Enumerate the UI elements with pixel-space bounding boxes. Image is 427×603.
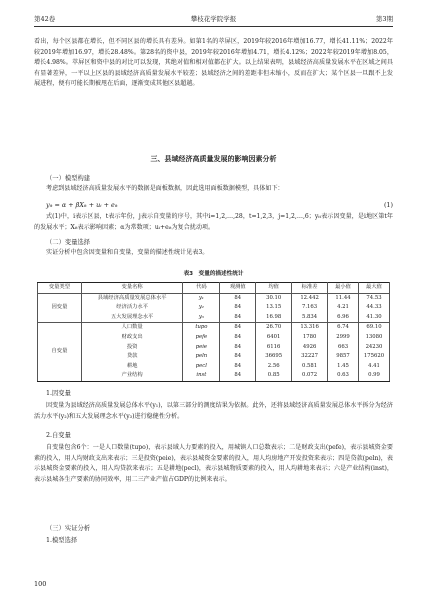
table-cell: 6.96 — [328, 313, 359, 323]
table-cell: 84 — [220, 303, 256, 313]
table-cell: peln — [183, 352, 220, 362]
table-cell: 32227 — [292, 352, 328, 362]
table-cell: 41.30 — [358, 313, 389, 323]
table-cell: 74.53 — [358, 293, 389, 303]
table-cell: 84 — [220, 352, 256, 362]
table-cell: 经济活力水平 — [81, 303, 183, 313]
table-row — [38, 362, 390, 372]
col-header: 观测值 — [220, 283, 256, 294]
table-cell: 84 — [220, 323, 256, 333]
table-cell: 84 — [220, 333, 256, 343]
running-header — [34, 14, 393, 26]
item-independent-text: 自变量包含6个：一是人口数量(tupo)，表示县域人力要素的投入，用城镇人口总数表示；二是财政支出(pefe)，表示县城资金要素的投入，用人均财政支出来表示；三是投资(peie)，表示县城资金要素的投入，用人均房地产开发投资来表示；四是贷款(peln)，表示县城资金要素的投入，用人均贷款来表示；五是耕地(pecl)，表示县城物质要素的投入，用人均耕地来表示；六是产业结构(inst)，表示县城各生产要素的协同效率，用二三产业产值占GDP的比例来表示。 — [34, 444, 393, 483]
header-rule — [34, 26, 393, 27]
table-cell: 1780 — [292, 333, 328, 343]
table-cell: 26.70 — [256, 323, 292, 333]
col-header: 变量名称 — [81, 283, 183, 294]
variables-paragraph: 实证分析中包含因变量和自变量，变量的描述性统计见表3。 — [46, 249, 209, 256]
table-cell: 13080 — [358, 333, 389, 343]
item-dependent-text: 因变量为县域经济高质量发展总体水平(y₁)，以第三部分的测度结果为依据。此外，还将县域经济高质量发展总体水平拆分为经济活力水平(y₂)和五大发展理念水平(y₃)进行稳健性分析。 — [34, 402, 393, 420]
col-header: 代码 — [183, 283, 220, 294]
table-cell: y₁ — [183, 293, 220, 303]
table-cell: 44.33 — [358, 303, 389, 313]
table-row — [38, 333, 390, 343]
table-row — [38, 293, 390, 303]
table-cell: 84 — [220, 343, 256, 353]
top-paragraph: 看出，每个区县都在增长，但不同区县的增长具有差异。如第1名的萃屏区，2019年较2016年增加16.77，增长41.11%；2022年较2019年增加16.97，增长28.48%。第28名的资中县，2019年较2016年增加4.71，增长4.12%；2022年较2019年增加8.05，增长4.98%。萃屏区和资中县的对比可以发现，其绝对值和相对值都在扩大。以上结果表明，县域经济高质量发展水平在区域之间具有显著差异，一平以上区县的县域经济高质量发展水平较差；县域经济之间的差距非但未缩小，反而在扩大；某个区县一旦跟不上发展进程，便有可能长期被甩在后面，逐渐变成其他区县超越。 — [34, 38, 393, 88]
table-cell: 2.56 — [256, 362, 292, 372]
formula-number: (1) — [383, 201, 393, 209]
table-cell: 0.85 — [256, 371, 292, 381]
table-cell: 69.10 — [358, 323, 389, 333]
subsection-model: （一）模型构建 — [46, 175, 91, 182]
col-header: 均值 — [256, 283, 292, 294]
table-cell: 16.98 — [256, 313, 292, 323]
table-cell: 84 — [220, 293, 256, 303]
table-cell: 175620 — [358, 352, 389, 362]
table-cell: inst — [183, 371, 220, 381]
table-row — [38, 313, 390, 323]
table-cell: 2999 — [328, 333, 359, 343]
volume-label: 第42卷 — [34, 15, 56, 23]
table-cell: 4.41 — [358, 362, 389, 372]
formula-expression: yᵢₜ = α + βXᵢₜ + uᵢ + eᵢₜ — [46, 201, 118, 209]
table-cell: 84 — [220, 313, 256, 323]
table-row — [38, 343, 390, 353]
table-cell: pefe — [183, 333, 220, 343]
table-cell: 贷款 — [81, 352, 183, 362]
table-row — [38, 323, 390, 333]
table-cell: 4926 — [292, 343, 328, 353]
table-cell: 0.63 — [328, 371, 359, 381]
table-cell: 1.45 — [328, 362, 359, 372]
model-paragraph: 考虑到县域经济高质量发展水平的数据是面板数据，因此选用面板数据模型，具体如下： — [46, 185, 284, 192]
table-cell: 0.99 — [358, 371, 389, 381]
table-cell: 产业结构 — [81, 371, 183, 381]
table-cell: y₂ — [183, 303, 220, 313]
variable-type-cell: 因变量 — [38, 293, 82, 323]
table-cell: 耕地 — [81, 362, 183, 372]
table-body — [38, 293, 390, 381]
descriptive-stats-table — [37, 282, 390, 382]
table-cell: 13.15 — [256, 303, 292, 313]
journal-title: 攀枝花学院学报 — [190, 15, 237, 23]
col-header: 最小值 — [328, 283, 359, 294]
table-cell: 6116 — [256, 343, 292, 353]
table-row — [38, 371, 390, 381]
table-cell: 30.10 — [256, 293, 292, 303]
variable-type-cell: 自变量 — [38, 323, 82, 382]
table-cell: 4.21 — [328, 303, 359, 313]
table-cell: 五大发展理念水平 — [81, 313, 183, 323]
table-cell: 36695 — [256, 352, 292, 362]
table-caption: 表3 变量的描述性统计 — [183, 271, 244, 277]
table-cell: 人口数量 — [81, 323, 183, 333]
col-header: 变量类型 — [38, 283, 82, 294]
table-cell: peie — [183, 343, 220, 353]
section-title: 三、县域经济高质量发展的影响因素分析 — [150, 155, 277, 163]
table-cell: 投资 — [81, 343, 183, 353]
table-row — [38, 352, 390, 362]
subsection-empirical: （三）实证分析 — [46, 525, 91, 532]
table-cell: 6401 — [256, 333, 292, 343]
table-cell: tupo — [183, 323, 220, 333]
formula-1 — [46, 201, 393, 209]
table-cell: 663 — [328, 343, 359, 353]
subsection-variables: （二）变量选择 — [46, 239, 91, 246]
table-cell: 24230 — [358, 343, 389, 353]
formula-explanation: 式(1)中，i表示区县，t表示年份，j表示自变量的序号，其中i=1,2,…,28，t=1,2,3，j=1,2,…,6；yᵢₜ表示因变量，是i地区第t年的发展水平；Xᵢₜ表示影响因素；α为常数项；uᵢ+eᵢₜ为复合扰动项。 — [34, 213, 393, 231]
item-model-selection-title: 1.模型选择 — [46, 537, 78, 544]
table-cell: 84 — [220, 371, 256, 381]
table-cell: 0.072 — [292, 371, 328, 381]
item-independent-title: 2.自变量 — [46, 432, 71, 439]
table-header-row — [38, 283, 390, 294]
table-cell: y₃ — [183, 313, 220, 323]
table-row — [38, 303, 390, 313]
table-cell: 11.44 — [328, 293, 359, 303]
table-cell: 财政支出 — [81, 333, 183, 343]
table-cell: 9857 — [328, 352, 359, 362]
item-dependent-title: 1.因变量 — [46, 390, 71, 397]
table-cell: 13.316 — [292, 323, 328, 333]
col-header: 最大值 — [358, 283, 389, 294]
issue-label: 第3期 — [375, 15, 393, 23]
table-cell: 84 — [220, 362, 256, 372]
table-cell: 0.581 — [292, 362, 328, 372]
table-cell: pecl — [183, 362, 220, 372]
table-cell: 6.74 — [328, 323, 359, 333]
table-cell: 县域经济高质量发展总体水平 — [81, 293, 183, 303]
page-number: 100 — [34, 580, 47, 588]
table-cell: 7.163 — [292, 303, 328, 313]
col-header: 标准差 — [292, 283, 328, 294]
table-cell: 5.834 — [292, 313, 328, 323]
table-cell: 12.442 — [292, 293, 328, 303]
